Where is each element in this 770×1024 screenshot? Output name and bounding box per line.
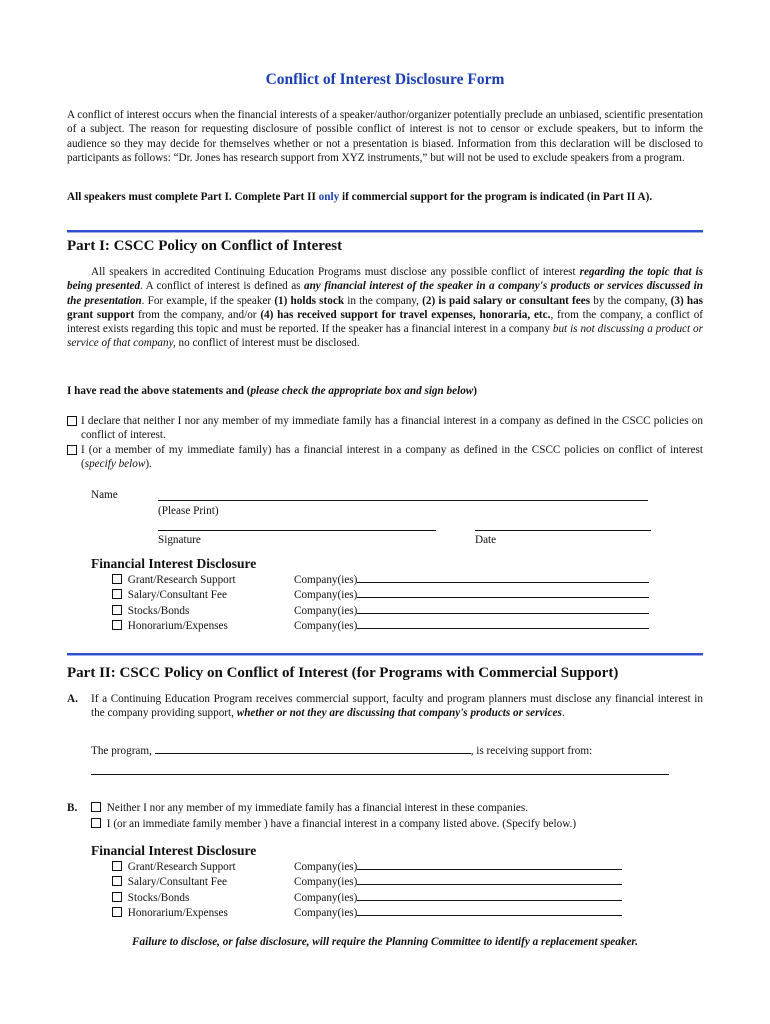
company-line[interactable]: [357, 891, 622, 901]
instructions: [67, 190, 703, 204]
text: Honorarium/Expenses: [127, 907, 228, 920]
text: The program,: [91, 745, 152, 757]
checkbox-stocks[interactable]: [112, 892, 122, 902]
part2-fin-row-grant: [112, 860, 236, 875]
text: All speakers in accredited Continuing Education Programs must disclose any possible conflict of interest: [91, 266, 580, 278]
checkbox-grant[interactable]: [112, 861, 122, 871]
company-field: [294, 891, 622, 906]
checkbox-salary[interactable]: [112, 876, 122, 886]
part1-option-no-conflict: [67, 414, 703, 443]
checkbox-salary[interactable]: [112, 589, 122, 599]
part1-fin-row-salary: [112, 588, 236, 603]
text: A: [67, 693, 76, 705]
part2-fin-row-honorarium: [112, 906, 236, 921]
intro-paragraph: A conflict of interest occurs when the financial interests of a speaker/author/organizer potentially preclude an unbiased, scientific presentation of a subject. The reason for requesting disclosure of possible conflict of interest is not to censor or exclude speakers, but to inform the audience so they may decide for themselves whether or not a presentation is biased. Information from this declaration will be disclosed to participants as follows: “Dr. Jones has research support from XYZ instruments,” but will not be used to exclude speakers from a program.: [67, 109, 703, 164]
part2-option-has-interest: [91, 817, 576, 831]
name-input-line[interactable]: [158, 500, 648, 501]
company-field: [294, 573, 649, 588]
company-line[interactable]: [357, 875, 622, 885]
part2-fin-row-stocks: [112, 891, 236, 906]
instructions-text-end: if commercial support for the program is indicated (in Part II A).: [339, 191, 653, 203]
text: I (or a member of my immediate family) has a financial interest in a company as defined in the CSCC policies on conflict of interest (: [81, 444, 703, 471]
company-field: [294, 588, 649, 603]
text: by the company,: [590, 294, 671, 307]
company-line[interactable]: [357, 906, 622, 916]
checkbox-b-no-interest[interactable]: [91, 802, 101, 812]
text: Company(ies): [294, 907, 358, 920]
checkbox-honorarium[interactable]: [112, 907, 122, 917]
signature-label: Signature: [158, 534, 201, 546]
checkbox-no-conflict[interactable]: [67, 416, 77, 426]
company-line[interactable]: [357, 860, 622, 870]
name-label: Name: [91, 489, 118, 501]
text: (1) holds stock: [274, 294, 345, 307]
text: Company(ies): [294, 574, 358, 586]
part1-option-has-conflict: [67, 443, 703, 472]
part2-section-a: [67, 692, 703, 721]
part2-fin-heading: Financial Interest Disclosure: [91, 843, 257, 858]
text: Company(ies): [294, 861, 358, 873]
company-line[interactable]: [357, 588, 649, 598]
text: regarding the topic that is being presented: [67, 266, 703, 293]
company-field: [294, 619, 649, 634]
option-text: [67, 443, 703, 472]
text: ): [473, 385, 477, 397]
text: B: [67, 802, 75, 814]
text: (4) has received support for travel expenses, honoraria, etc.: [260, 308, 551, 321]
text: any financial interest of the speaker in a company's products or services discussed in the presentation: [67, 280, 703, 307]
instructions-text: All speakers must complete Part I. Complete Part II: [67, 191, 319, 203]
text: If a Continuing Education Program receives commercial support, faculty and program planners must disclose any financial interest in the company providing support,: [91, 693, 703, 720]
company-field: [294, 604, 649, 619]
text: specify below: [84, 458, 146, 471]
part1-heading: Part I: CSCC Policy on Conflict of Interest: [67, 238, 343, 254]
text: Honorarium/Expenses: [127, 620, 228, 633]
part1-fin-row-honorarium: [112, 619, 236, 634]
text: ).: [145, 458, 152, 471]
company-field: [294, 860, 622, 875]
text: . A conflict of interest is defined as: [140, 280, 304, 293]
text: Company(ies): [294, 891, 358, 904]
part1-policy-paragraph: [67, 265, 703, 351]
text: Company(ies): [294, 620, 358, 633]
checkbox-stocks[interactable]: [112, 605, 122, 615]
text: from the company, and/or: [134, 308, 261, 321]
part2-fin-row-salary: [112, 875, 236, 890]
company-line[interactable]: [357, 573, 649, 583]
text: I (or an immediate family member ) have a financial interest in a company listed above. (Specify below.): [106, 818, 577, 830]
text: Neither I nor any member of my immediate family has a financial interest in these companies.: [106, 802, 529, 814]
company-line[interactable]: [357, 619, 649, 629]
form-title: Conflict of Interest Disclosure Form: [265, 71, 505, 88]
text: . For example, if the speaker: [141, 294, 275, 307]
checkbox-honorarium[interactable]: [112, 620, 122, 630]
part1-fin-heading: Financial Interest Disclosure: [91, 556, 257, 571]
support-input-line[interactable]: [91, 774, 669, 775]
company-field: [294, 875, 622, 890]
text: Grant/Research Support: [127, 861, 236, 873]
part2-heading: Part II: CSCC Policy on Conflict of Interest (for Programs with Commercial Support): [67, 665, 619, 681]
text: Company(ies): [294, 604, 358, 617]
footer-warning: Failure to disclose, or false disclosure, will require the Planning Committee to identify a replacement speaker.: [132, 936, 638, 948]
text: , from the company, a conflict of interest exists regarding this topic and must be reported. If the speaker has a financial interest in a company: [67, 308, 704, 336]
option-text: [67, 414, 703, 443]
text: (3) has grant support: [67, 294, 704, 321]
text: Company(ies): [294, 876, 358, 889]
date-label: Date: [475, 534, 497, 546]
text: , is receiving support from:: [470, 745, 593, 757]
part1-fin-row-stocks: [112, 604, 236, 619]
text: whether or not they are discussing that company's products or services: [236, 707, 562, 720]
text: but is not discussing a product or service of that company,: [67, 323, 703, 350]
text: Salary/Consultant Fee: [127, 876, 227, 889]
date-input-line[interactable]: [475, 530, 651, 531]
text: I declare that neither I nor any member of my immediate family has a financial interest in a company as defined in the CSCC policies on conflict of interest.: [81, 415, 703, 442]
text: Salary/Consultant Fee: [127, 589, 227, 602]
section-a-text: [67, 692, 703, 721]
part1-fin-row-grant: [112, 573, 236, 588]
part1-company-list: [294, 573, 649, 635]
text: in the company,: [344, 294, 423, 307]
checkbox-grant[interactable]: [112, 574, 122, 584]
text: Stocks/Bonds: [127, 891, 190, 904]
part2-option-no-interest: [91, 801, 528, 815]
section-a-label: A.: [67, 693, 78, 705]
part2-company-list: [294, 860, 622, 922]
signature-input-line[interactable]: [158, 530, 436, 531]
read-statement: [67, 384, 703, 398]
text: .: [561, 707, 565, 720]
text: please check the appropriate box and sign below: [250, 385, 474, 397]
text: no conflict of interest must be disclosed.: [175, 337, 360, 350]
program-input-line[interactable]: [155, 744, 471, 754]
checkbox-has-conflict[interactable]: [67, 445, 77, 455]
company-line[interactable]: [357, 604, 649, 614]
text: Stocks/Bonds: [127, 604, 190, 617]
divider-2: [67, 653, 703, 656]
section-b-label: B.: [67, 802, 78, 814]
divider-1: [67, 230, 703, 233]
checkbox-b-has-interest[interactable]: [91, 818, 101, 828]
text: (2) is paid salary or consultant fees: [422, 294, 591, 307]
text: Company(ies): [294, 589, 358, 602]
company-field: [294, 906, 622, 921]
text: Grant/Research Support: [127, 574, 236, 586]
part2-fin-list: [112, 860, 236, 922]
please-print-label: (Please Print): [158, 505, 219, 517]
part1-fin-list: [112, 573, 236, 635]
instructions-only: only: [318, 191, 340, 203]
program-field: [91, 744, 592, 758]
text: I have read the above statements and (: [67, 385, 251, 397]
